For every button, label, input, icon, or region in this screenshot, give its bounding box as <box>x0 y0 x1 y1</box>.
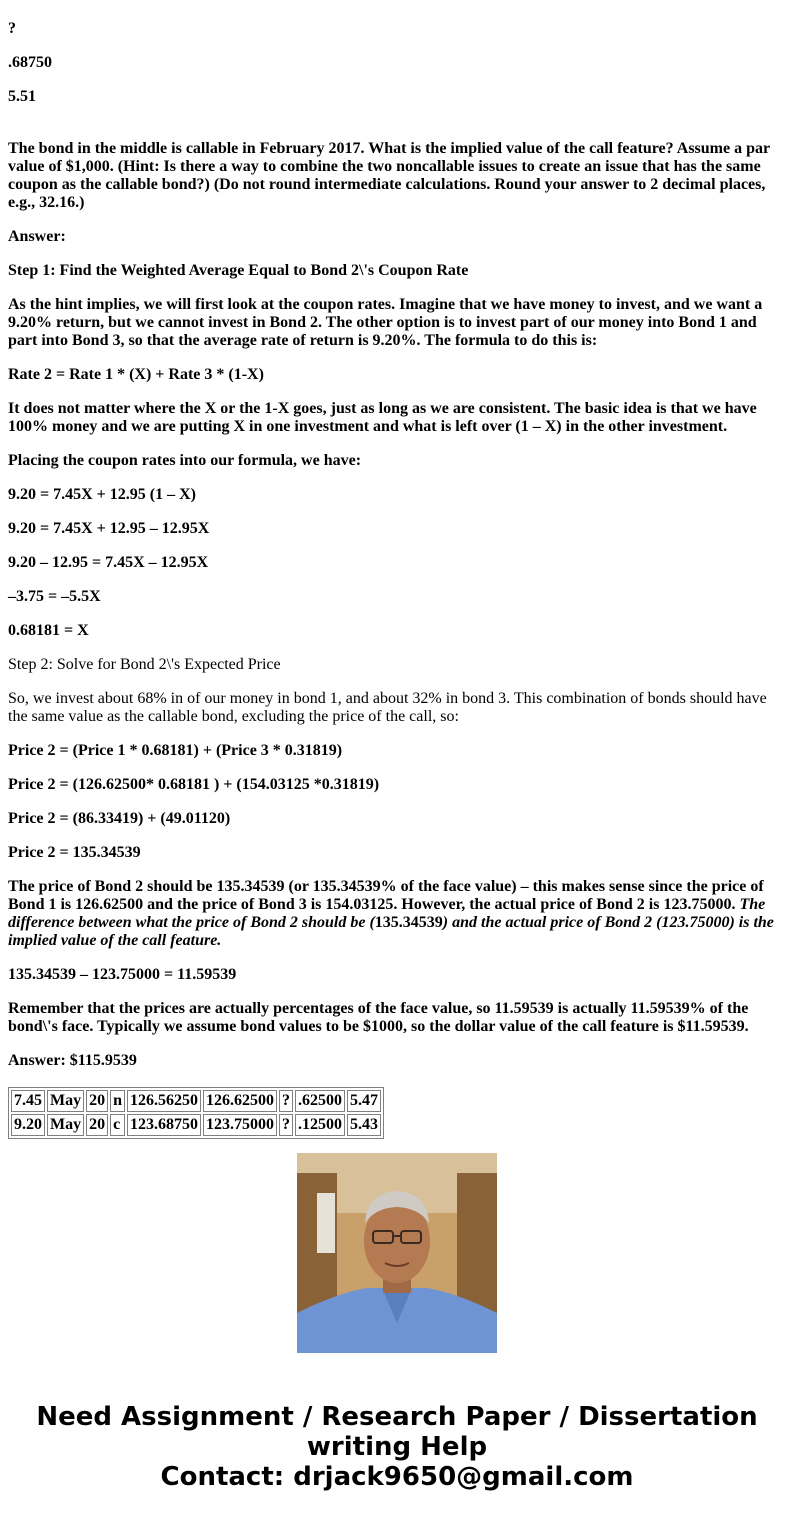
step2-eq3: Price 2 = (86.33419) + (49.01120) <box>8 810 231 827</box>
step2-para2-plain: 135.34539 <box>374 914 443 931</box>
top-value-1: .68750 <box>8 54 52 71</box>
table-cell: 123.75000 <box>203 1114 277 1136</box>
step1-para3: Placing the coupon rates into our formula, we have: <box>8 452 362 469</box>
step2-para2-italic-1: The difference between what the price of Bond 2 should be ( <box>8 896 766 931</box>
step2-eq5: 135.34539 – 123.75000 = 11.59539 <box>8 966 237 983</box>
step2-para3: Remember that the prices are actually percentages of the face value, so 11.59539 is actually 11.59539% of the bond\'s face. Typically we assume bond values to be $1000, so the dollar value of the call feature is $11.59539. <box>8 1000 749 1035</box>
promo-contact: Contact: drjack9650@gmail.com <box>160 1462 634 1492</box>
step2-eq4: Price 2 = 135.34539 <box>8 844 141 861</box>
step1-formula: Rate 2 = Rate 1 * (X) + Rate 3 * (1-X) <box>8 366 264 383</box>
top-value-2: 5.51 <box>8 88 36 105</box>
promo-line-1: Need Assignment / Research Paper / Dissertation writing Help <box>36 1402 758 1462</box>
table-cell: 123.68750 <box>127 1114 201 1136</box>
step1-para2: It does not matter where the X or the 1-X goes, just as long as we are consistent. The basic idea is that we have 100% money and we are putting X in one investment and what is left over (1 – X) in the other investment. <box>8 400 757 435</box>
step2-para2-bold: The price of Bond 2 should be 135.34539 (or 135.34539% of the face value) – this makes sense since the price of Bond 1 is 126.62500 and the price of Bond 3 is 154.03125. However, the actual price of Bond 2 is 123.75000. <box>8 878 764 913</box>
table-cell: .12500 <box>295 1114 345 1136</box>
bond-table <box>8 1087 384 1139</box>
step2-eq2: Price 2 = (126.62500* 0.68181 ) + (154.03125 *0.31819) <box>8 776 380 793</box>
step2-title: Step 2: Solve for Bond 2\'s Expected Price <box>8 656 281 673</box>
step1-para1: As the hint implies, we will first look at the coupon rates. Imagine that we have money to invest, and we want a 9.20% return, but we cannot invest in Bond 2. The other option is to invest part of our money into Bond 1 and part into Bond 3, so that the average rate of return is 9.20%. The formula to do this is: <box>8 296 763 349</box>
table-cell: 5.43 <box>347 1114 381 1136</box>
table-cell: 126.56250 <box>127 1090 201 1112</box>
table-cell: 5.47 <box>347 1090 381 1112</box>
question-text: The bond in the middle is callable in February 2017. What is the implied value of the call feature? Assume a par value of $1,000. (Hint: Is there a way to combine the two noncallable issues to create an issue that has the same coupon as the callable bond?) (Do not round intermediate calculations. Round your answer to 2 decimal places, e.g., 32.16.) <box>8 140 770 211</box>
table-cell: ? <box>279 1090 293 1112</box>
table-cell: May <box>47 1090 84 1112</box>
step2-para2 <box>8 878 778 950</box>
table-cell: May <box>47 1114 84 1136</box>
bond-table-clip <box>8 1087 384 1133</box>
step1-eq3: 9.20 – 12.95 = 7.45X – 12.95X <box>8 554 209 571</box>
table-cell: c <box>110 1114 125 1136</box>
top-question-mark: ? <box>8 20 16 37</box>
author-avatar <box>297 1153 497 1353</box>
table-cell: 20 <box>86 1114 108 1136</box>
answer-label: Answer: <box>8 228 66 245</box>
step2-para2-italic-2: ) and the actual price of Bond 2 (123.75000) is the implied value of the call feature. <box>8 914 774 949</box>
table-cell: 126.62500 <box>203 1090 277 1112</box>
table-cell: .62500 <box>295 1090 345 1112</box>
table-row <box>11 1090 381 1112</box>
final-answer: Answer: $115.9539 <box>8 1052 137 1069</box>
author-portrait-image <box>297 1153 497 1353</box>
step1-eq5: 0.68181 = X <box>8 622 89 639</box>
step2-eq1: Price 2 = (Price 1 * 0.68181) + (Price 3 * 0.31819) <box>8 742 343 759</box>
step1-eq4: –3.75 = –5.5X <box>8 588 101 605</box>
table-cell: ? <box>279 1114 293 1136</box>
table-cell: 7.45 <box>11 1090 45 1112</box>
step2-para1: So, we invest about 68% in of our money in bond 1, and about 32% in bond 3. This combination of bonds should have the same value as the callable bond, excluding the price of the call, so: <box>8 690 767 725</box>
step1-eq1: 9.20 = 7.45X + 12.95 (1 – X) <box>8 486 196 503</box>
table-cell: n <box>110 1090 125 1112</box>
step1-title: Step 1: Find the Weighted Average Equal to Bond 2\'s Coupon Rate <box>8 262 469 279</box>
step1-eq2: 9.20 = 7.45X + 12.95 – 12.95X <box>8 520 210 537</box>
table-cell: 20 <box>86 1090 108 1112</box>
promo-banner <box>0 1402 794 1492</box>
table-row <box>11 1114 381 1136</box>
table-cell: 9.20 <box>11 1114 45 1136</box>
